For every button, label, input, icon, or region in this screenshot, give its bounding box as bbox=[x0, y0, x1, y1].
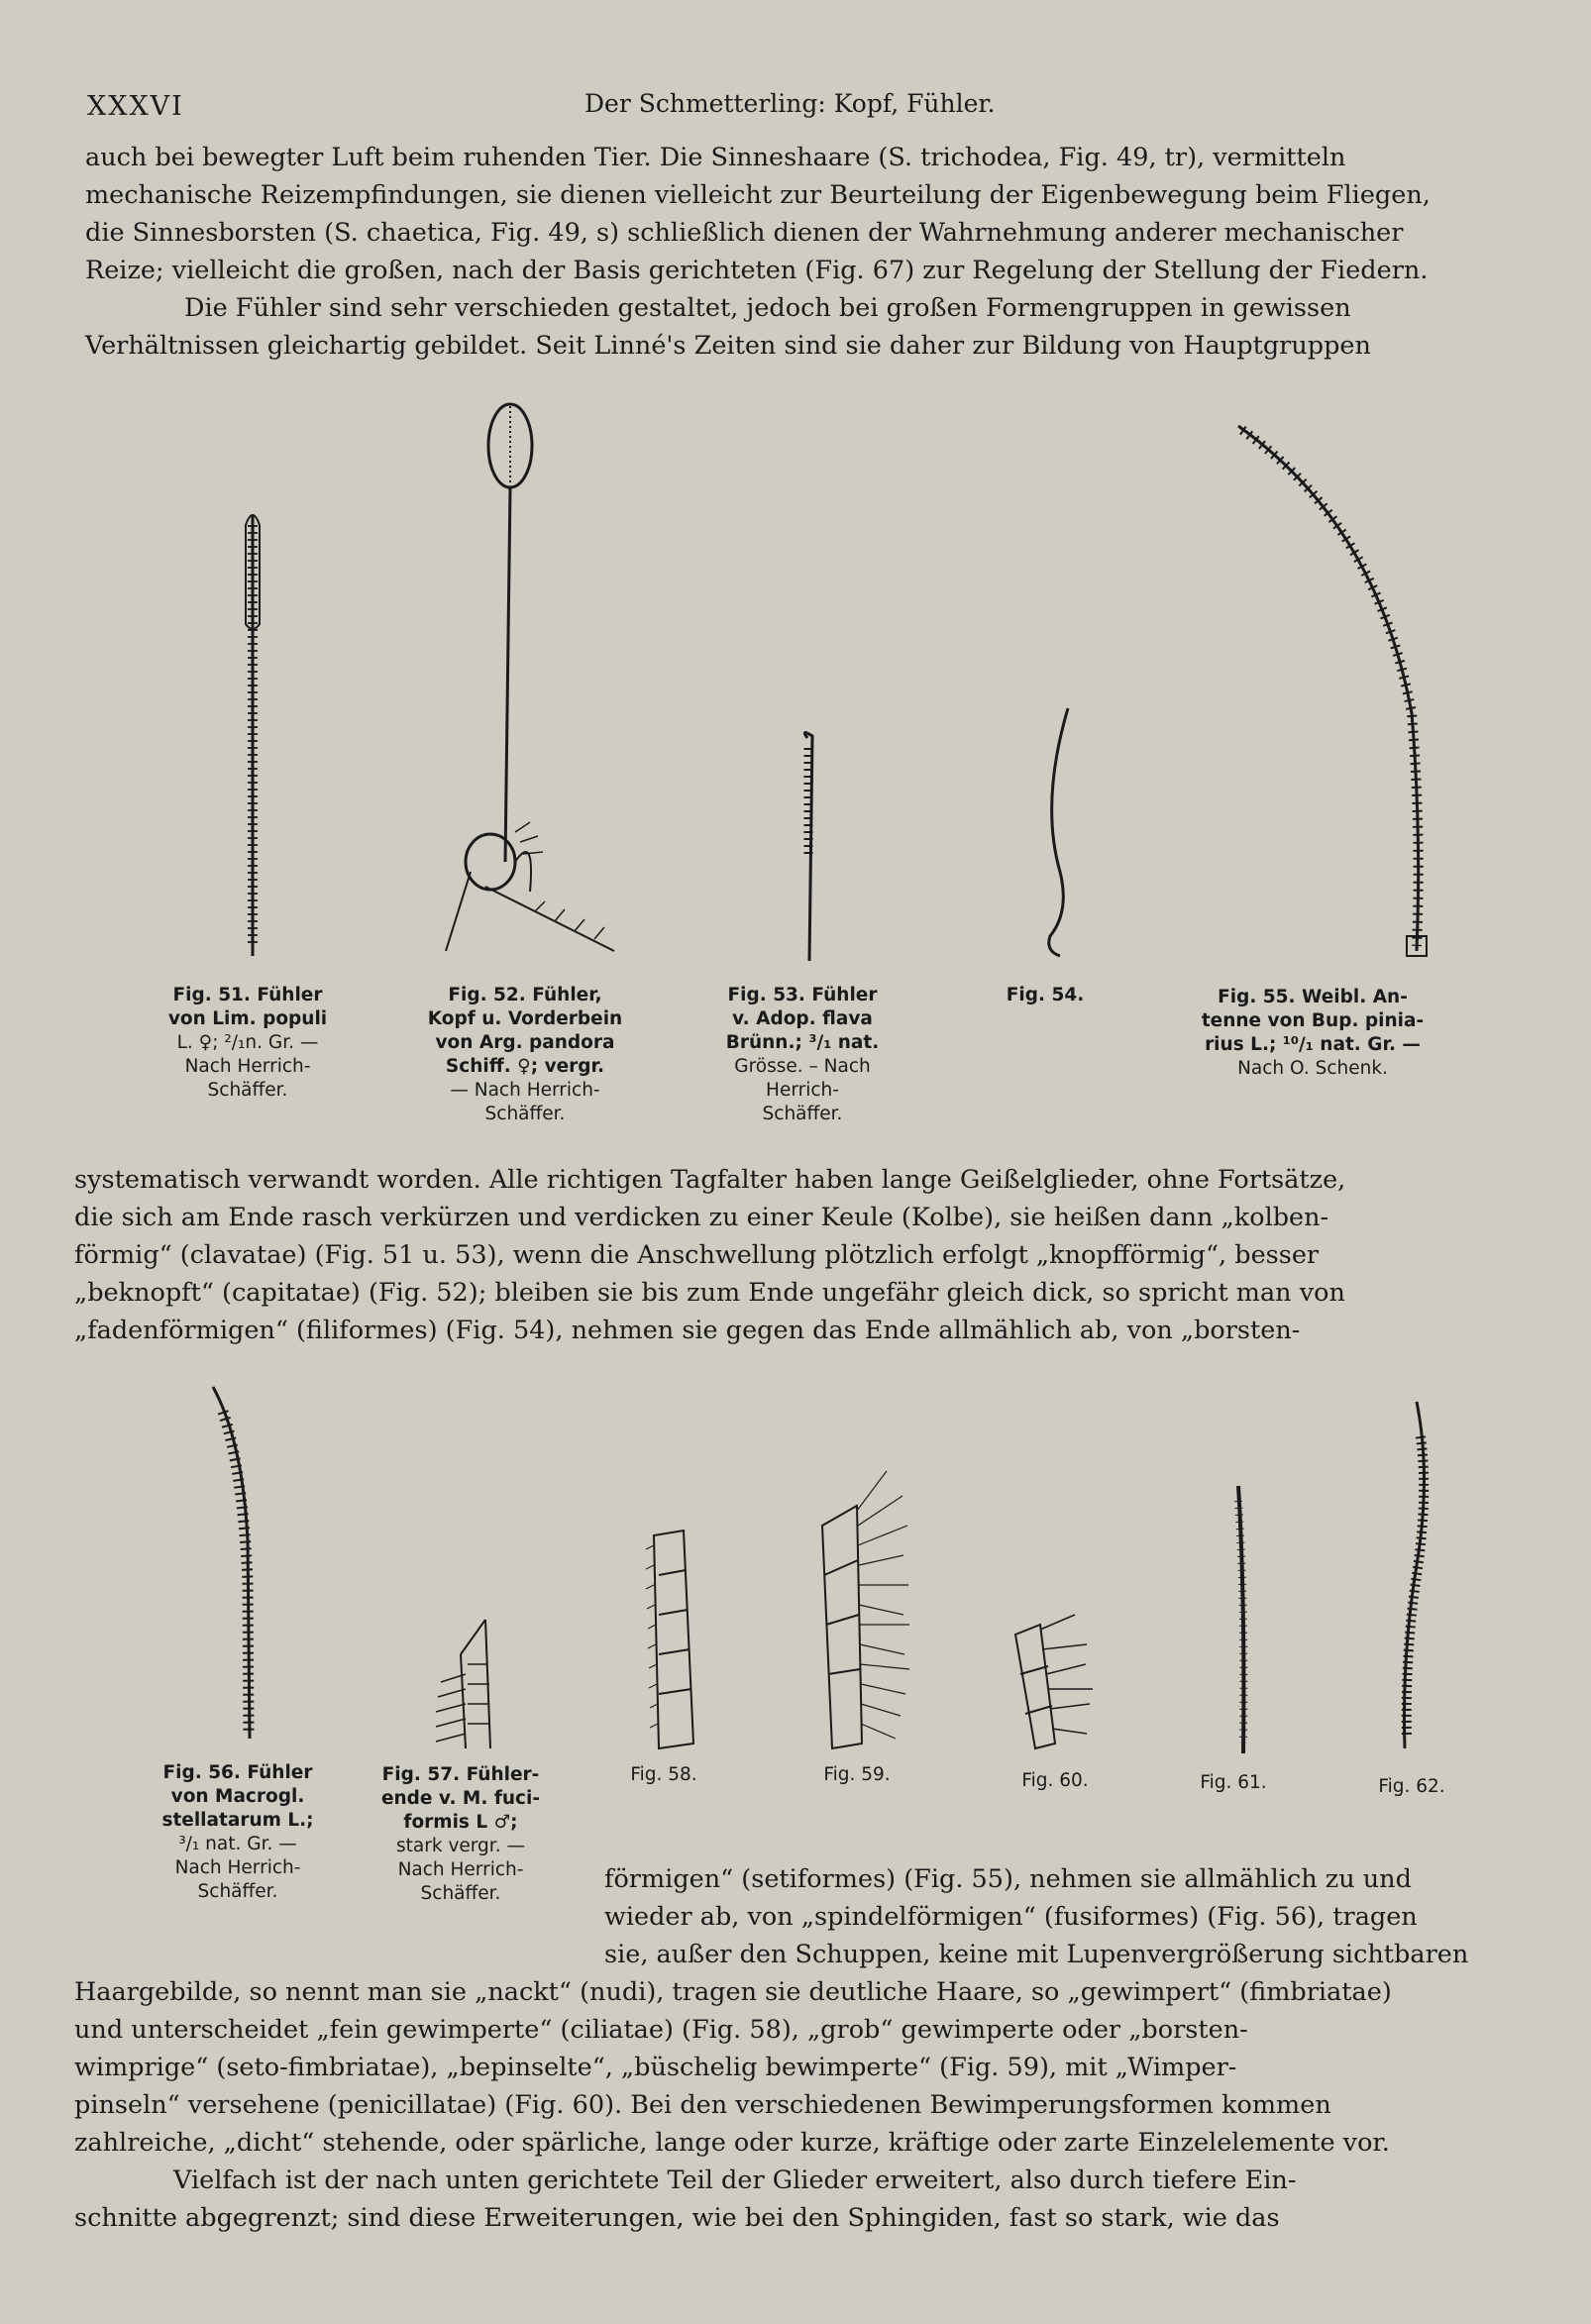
text-line: pinseln“ versehene (penicillatae) (Fig. 60). Bei den verschiedenen Bewimperungsformen kommen bbox=[74, 2090, 1331, 2120]
figure-54-antenna bbox=[1020, 703, 1080, 961]
figure-55-antenna bbox=[1228, 416, 1446, 966]
figure-62-antenna bbox=[1387, 1397, 1446, 1753]
paragraph-1 bbox=[85, 139, 1524, 365]
figure-51-antenna bbox=[228, 505, 277, 961]
paragraph-3-inset bbox=[604, 1860, 1521, 1973]
caption-fig-58: Fig. 58. bbox=[630, 1764, 697, 1785]
figure-53-antenna bbox=[783, 728, 832, 966]
text-line: sie, außer den Schuppen, keine mit Lupenvergrößerung sichtbaren bbox=[604, 1940, 1469, 1969]
text-line: zahlreiche, „dicht“ stehende, oder spärliche, lange oder kurze, kräftige oder zarte Einzelelemente vor. bbox=[74, 2128, 1390, 2158]
caption-fig-55: Fig. 55. Weibl. An- tenne von Bup. pinia- rius L.; ¹⁰/₁ nat. Gr. — Nach O. Schenk. bbox=[1201, 987, 1425, 1079]
caption-fig-51: Fig. 51. Fühler von Lim. populi L. ♀; ²/₁n. Gr. — Nach Herrich- Schäffer. bbox=[167, 985, 328, 1101]
text-line: Haargebilde, so nennt man sie „nackt“ (nudi), tragen sie deutliche Haare, so „gewimpert“ (fimbriatae) bbox=[74, 1977, 1392, 2007]
page-number: XXXVI bbox=[87, 91, 184, 122]
figure-58-antenna-segments bbox=[624, 1526, 703, 1753]
paragraph-3 bbox=[74, 1973, 1521, 2237]
text-line: Die Fühler sind sehr verschieden gestaltet, jedoch bei großen Formengruppen in gewissen bbox=[184, 293, 1351, 323]
text-line: und unterscheidet „fein gewimperte“ (ciliatae) (Fig. 58), „grob“ gewimperte oder „borsten- bbox=[74, 2015, 1248, 2045]
text-line: wimprige“ (seto-fimbriatae), „bepinselte“, „büschelig bewimperte“ (Fig. 59), mit „Wimper- bbox=[74, 2053, 1237, 2082]
caption-fig-62: Fig. 62. bbox=[1378, 1776, 1445, 1797]
figure-57-antenna-tip bbox=[426, 1615, 505, 1753]
caption-fig-60: Fig. 60. bbox=[1021, 1770, 1089, 1791]
text-line: förmig“ (clavatae) (Fig. 51 u. 53), wenn die Anschwellung plötzlich erfolgt „knopfförmig“, besser bbox=[74, 1240, 1320, 1270]
figure-52-head-and-foreleg bbox=[416, 396, 634, 961]
text-line: die Sinnesborsten (S. chaetica, Fig. 49, s) schließlich dienen der Wahrnehmung anderer mechanischer bbox=[85, 218, 1404, 248]
text-line: Reize; vielleicht die großen, nach der Basis gerichteten (Fig. 67) zur Regelung der Stellung der Fiedern. bbox=[85, 256, 1429, 285]
caption-fig-57: Fig. 57. Fühler- ende v. M. fuci- formis L ♂; stark vergr. — Nach Herrich- Schäffer. bbox=[380, 1764, 541, 1904]
running-title: Der Schmetterling: Kopf, Fühler. bbox=[584, 89, 996, 118]
figure-60-antenna-segments bbox=[1001, 1605, 1100, 1753]
text-line: schnitte abgegrenzt; sind diese Erweiterungen, wie bei den Sphingiden, fast so stark, wie das bbox=[74, 2203, 1280, 2233]
text-line: wieder ab, von „spindelförmigen“ (fusiformes) (Fig. 56), tragen bbox=[604, 1902, 1418, 1932]
paragraph-2 bbox=[74, 1161, 1521, 1349]
caption-fig-56: Fig. 56. Fühler von Macrogl. stellatarum L.; ³/₁ nat. Gr. — Nach Herrich- Schäffer. bbox=[161, 1762, 314, 1902]
caption-fig-54: Fig. 54. bbox=[1006, 985, 1085, 1005]
text-line: systematisch verwandt worden. Alle richtigen Tagfalter haben lange Geißelglieder, ohne Fortsätze, bbox=[74, 1165, 1346, 1195]
figure-56-antenna bbox=[208, 1382, 267, 1748]
caption-fig-61: Fig. 61. bbox=[1200, 1772, 1267, 1793]
caption-fig-59: Fig. 59. bbox=[823, 1764, 891, 1785]
text-line: „beknopft“ (capitatae) (Fig. 52); bleiben sie bis zum Ende ungefähr gleich dick, so spricht man von bbox=[74, 1278, 1345, 1308]
figure-61-antenna bbox=[1223, 1481, 1263, 1758]
text-line: mechanische Reizempfindungen, sie dienen vielleicht zur Beurteilung der Eigenbewegung beim Fliegen, bbox=[85, 180, 1431, 210]
caption-fig-52: Fig. 52. Fühler, Kopf u. Vorderbein von Arg. pandora Schiff. ♀; vergr. — Nach Herrich- Schäffer. bbox=[427, 985, 623, 1124]
text-line: Vielfach ist der nach unten gerichtete Teil der Glieder erweitert, also durch tiefere Ein- bbox=[173, 2166, 1297, 2195]
text-line: auch bei bewegter Luft beim ruhenden Tier. Die Sinneshaare (S. trichodea, Fig. 49, tr), vermitteln bbox=[85, 143, 1346, 172]
figure-59-antenna-segments bbox=[802, 1466, 921, 1753]
caption-fig-53: Fig. 53. Fühler v. Adop. flava Brünn.; ³/₁ nat. Grösse. – Nach Herrich- Schäffer. bbox=[725, 985, 880, 1124]
text-line: „fadenförmigen“ (filiformes) (Fig. 54), nehmen sie gegen das Ende allmählich ab, von „borsten- bbox=[74, 1316, 1301, 1345]
text-line: förmigen“ (setiformes) (Fig. 55), nehmen sie allmählich zu und bbox=[604, 1864, 1412, 1894]
text-line: Verhältnissen gleichartig gebildet. Seit Linné's Zeiten sind sie daher zur Bildung von Hauptgruppen bbox=[85, 331, 1371, 361]
text-line: die sich am Ende rasch verkürzen und verdicken zu einer Keule (Kolbe), sie heißen dann „kolben- bbox=[74, 1203, 1329, 1232]
